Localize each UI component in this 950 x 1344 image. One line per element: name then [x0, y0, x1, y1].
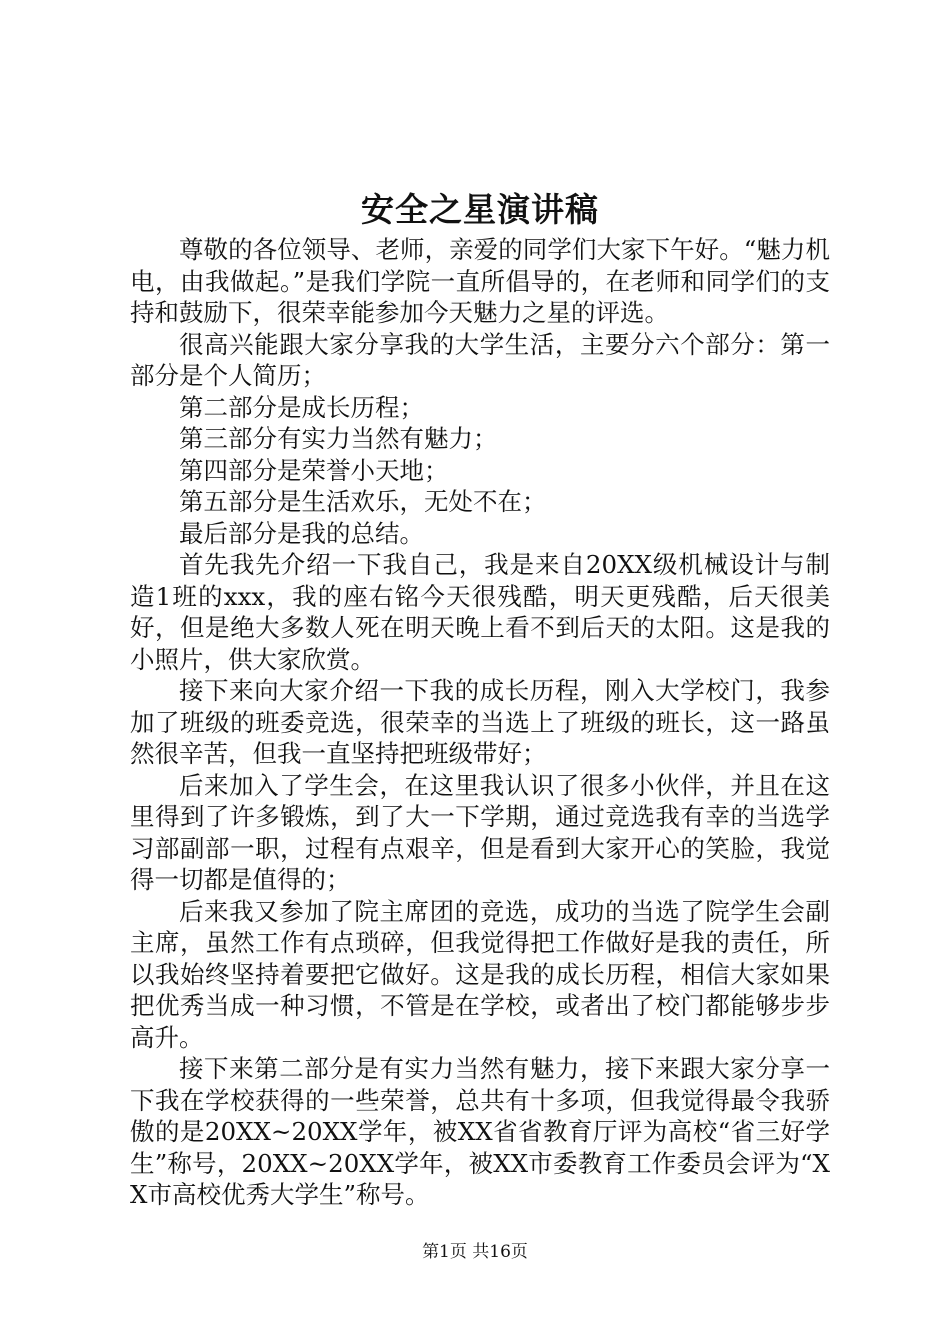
paragraph: 后来加入了学生会，在这里我认识了很多小伙伴，并且在这里得到了许多锻炼，到了大一下学期，通过竞选我有幸的当选学习部副部一职，过程有点艰辛，但是看到大家开心的笑脸，我觉得一切都是值得的； — [130, 770, 830, 894]
paragraph: 第二部分是成长历程； — [179, 392, 424, 422]
paragraph: 最后部分是我的总结。 — [179, 518, 424, 548]
paragraph: 很高兴能跟大家分享我的大学生活，主要分六个部分：第一部分是个人简历； — [130, 329, 830, 390]
document-body — [130, 234, 830, 1211]
paragraph: 后来我又参加了院主席团的竞选，成功的当选了院学生会副主席，虽然工作有点琐碎，但我觉得把工作做好是我的责任，所以我始终坚持着要把它做好。这是我的成长历程，相信大家如果把优秀当成一种习惯，不管是在学校，或者出了校门都能够步步高升。 — [130, 896, 830, 1052]
paragraph: 尊敬的各位领导、老师，亲爱的同学们大家下午好。“魅力机电，由我做起。”是我们学院一直所倡导的，在老师和同学们的支持和鼓励下，很荣幸能参加今天魅力之星的评选。 — [130, 235, 830, 327]
paragraph: 首先我先介绍一下我自己，我是来自20XX级机械设计与制造1班的xxx，我的座右铭今天很残酷，明天更残酷，后天很美好，但是绝大多数人死在明天晚上看不到后天的太阳。这是我的小照片，供大家欣赏。 — [130, 550, 830, 674]
paragraph: 第三部分有实力当然有魅力； — [179, 424, 498, 453]
page-footer: 第1页 共16页 — [422, 1242, 528, 1262]
paragraph: 接下来向大家介绍一下我的成长历程，刚入大学校门，我参加了班级的班委竞选，很荣幸的当选上了班级的班长，这一路虽然很辛苦，但我一直坚持把班级带好； — [130, 676, 830, 768]
paragraph: 接下来第二部分是有实力当然有魅力，接下来跟大家分享一下我在学校获得的一些荣誉，总共有十多项，但我觉得最令我骄傲的是20XX~20XX学年，被XX省省教育厅评为高校“省三好学生”称号，20XX~20XX学年，被XX市委教育工作委员会评为“XX市高校优秀大学生”称号。 — [130, 1054, 830, 1209]
paragraph: 第五部分是生活欢乐，无处不在； — [179, 487, 547, 516]
paragraph: 第四部分是荣誉小天地； — [179, 455, 449, 485]
document-title: 安全之星演讲稿 — [361, 190, 599, 229]
